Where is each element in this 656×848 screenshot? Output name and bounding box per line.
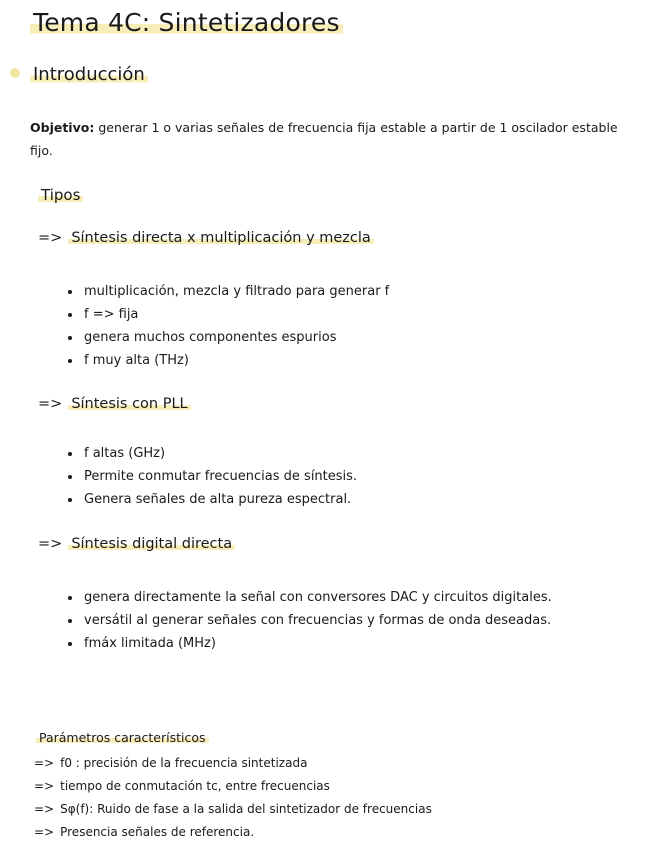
list-item: • genera directamente la señal con conversores DAC y circuitos digitales. (82, 586, 642, 609)
list-item: • f altas (GHz) (82, 442, 357, 465)
bullet-list-1 (64, 280, 389, 372)
section-heading-3-text: Síntesis digital directa (68, 536, 235, 552)
arrow-marker: => (38, 230, 63, 246)
param-text: Sφ(f): Ruido de fase a la salida del sintetizador de frecuencias (60, 802, 432, 816)
section-heading-2 (38, 396, 191, 412)
list-item: • f muy alta (THz) (82, 349, 389, 372)
page-title-text: Tema 4C: Sintetizadores (30, 8, 343, 37)
param-text: Presencia señales de referencia. (60, 825, 255, 839)
list-item: • fmáx limitada (MHz) (82, 632, 642, 655)
objective-label: Objetivo: (30, 120, 95, 135)
section-heading-intro-text: Introducción (30, 64, 148, 85)
bullet-list-2 (64, 442, 357, 511)
params-heading-text: Parámetros característicos (36, 730, 209, 745)
list-item: • genera muchos componentes espurios (82, 326, 389, 349)
tipos-heading (38, 186, 83, 204)
section-heading-intro (30, 64, 148, 85)
objective-text: generar 1 o varias señales de frecuencia fija estable a partir de 1 oscilador estable fijo. (30, 120, 618, 158)
param-text: f0 : precisión de la frecuencia sintetizada (60, 756, 308, 770)
list-item (32, 775, 632, 798)
list-item (32, 798, 632, 821)
list-item (32, 752, 632, 775)
list-item: • versátil al generar señales con frecuencias y formas de onda deseadas. (82, 609, 642, 632)
bullet-list-3 (64, 586, 642, 655)
section-heading-1-text: Síntesis directa x multiplicación y mezcla (68, 230, 374, 246)
list-item: • multiplicación, mezcla y filtrado para generar f (82, 280, 389, 303)
list-item: • f => fija (82, 303, 389, 326)
section-heading-1 (38, 230, 374, 246)
list-item: • Permite conmutar frecuencias de síntesis. (82, 465, 357, 488)
section-heading-3 (38, 536, 235, 552)
tipos-heading-text: Tipos (38, 186, 83, 204)
arrow-marker: => (34, 756, 55, 770)
list-item (32, 821, 632, 844)
params-list (32, 752, 632, 844)
arrow-marker: => (34, 802, 55, 816)
param-text: tiempo de conmutación tc, entre frecuencias (60, 779, 330, 793)
page-title (30, 8, 343, 37)
objective-paragraph (30, 116, 620, 162)
params-heading (36, 730, 209, 745)
arrow-marker: => (34, 779, 55, 793)
section-heading-2-text: Síntesis con PLL (68, 396, 190, 412)
arrow-marker: => (38, 396, 63, 412)
arrow-marker: => (34, 825, 55, 839)
list-item: • Genera señales de alta pureza espectral. (82, 488, 357, 511)
arrow-marker: => (38, 536, 63, 552)
highlight-dot (10, 68, 20, 78)
